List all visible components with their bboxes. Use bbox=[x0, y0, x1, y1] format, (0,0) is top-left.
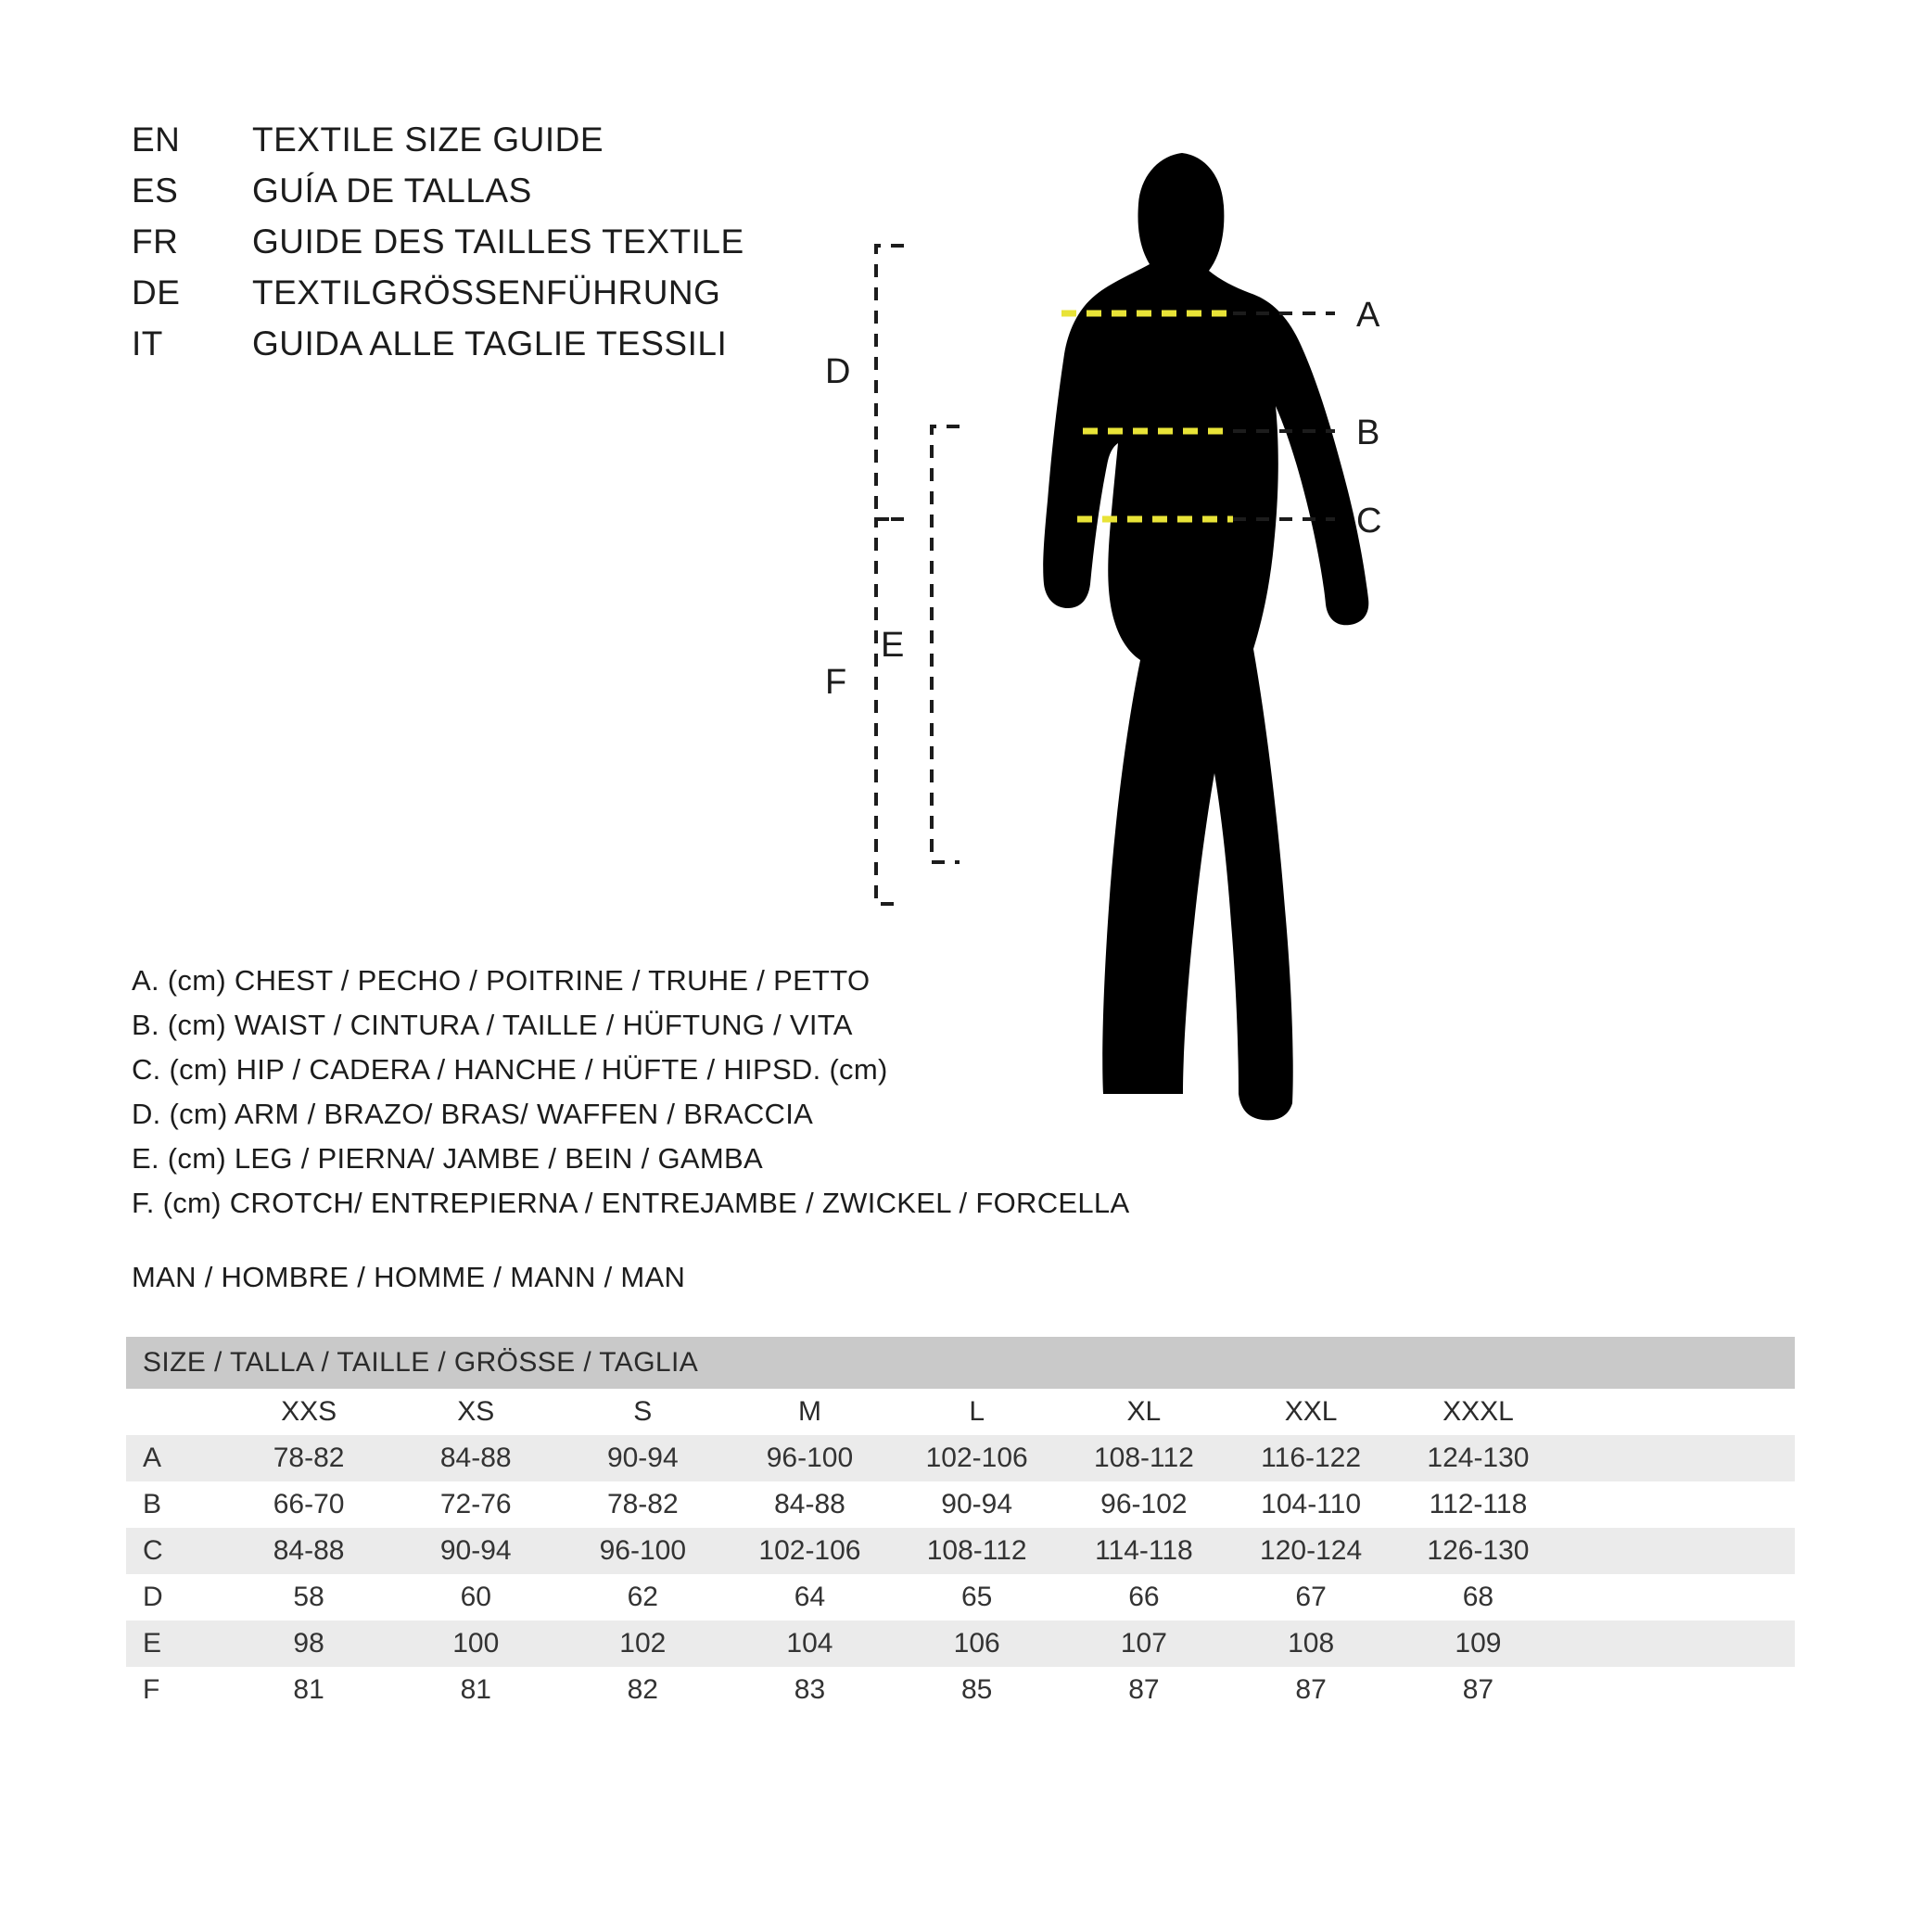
cell: 67 bbox=[1227, 1574, 1394, 1621]
row-label: C bbox=[126, 1528, 225, 1574]
cell: 98 bbox=[225, 1621, 392, 1667]
cell: 65 bbox=[894, 1574, 1061, 1621]
table-header-row bbox=[126, 1389, 1795, 1435]
cell: 116-122 bbox=[1227, 1435, 1394, 1481]
cell: 104 bbox=[726, 1621, 893, 1667]
cell: 83 bbox=[726, 1667, 893, 1713]
language-code: DE bbox=[132, 273, 181, 311]
cell: 90-94 bbox=[894, 1481, 1061, 1528]
cell: 108-112 bbox=[1061, 1435, 1227, 1481]
row-label: F bbox=[126, 1667, 225, 1713]
cell: 62 bbox=[559, 1574, 726, 1621]
marker-label-e: E bbox=[881, 626, 905, 665]
cell: 102 bbox=[559, 1621, 726, 1667]
table-row bbox=[126, 1574, 1795, 1621]
cell: 107 bbox=[1061, 1621, 1227, 1667]
marker-label-c: C bbox=[1356, 502, 1382, 540]
table-row bbox=[126, 1667, 1795, 1713]
column-header-l: L bbox=[894, 1389, 1061, 1435]
male-silhouette-icon bbox=[1043, 153, 1368, 1120]
column-header bbox=[126, 1389, 225, 1435]
marker-label-b: B bbox=[1356, 413, 1380, 452]
bracket-f bbox=[876, 519, 904, 904]
cell: 100 bbox=[392, 1621, 559, 1667]
table-title-row bbox=[126, 1337, 1795, 1389]
table-row bbox=[126, 1621, 1795, 1667]
legend-item: E. (cm) LEG / PIERNA/ JAMBE / BEIN / GAMBA bbox=[132, 1142, 763, 1175]
table-row bbox=[126, 1528, 1795, 1574]
cell: 102-106 bbox=[894, 1435, 1061, 1481]
cell: 96-100 bbox=[726, 1435, 893, 1481]
column-header-xxs: XXS bbox=[225, 1389, 392, 1435]
language-title: GUIDA ALLE TAGLIE TESSILI bbox=[252, 324, 728, 362]
cell-spacer bbox=[1562, 1574, 1795, 1621]
cell: 66 bbox=[1061, 1574, 1227, 1621]
legend-item: A. (cm) CHEST / PECHO / POITRINE / TRUHE / PETTO bbox=[132, 964, 871, 997]
row-label: B bbox=[126, 1481, 225, 1528]
cell: 106 bbox=[894, 1621, 1061, 1667]
cell: 87 bbox=[1227, 1667, 1394, 1713]
cell: 60 bbox=[392, 1574, 559, 1621]
cell: 78-82 bbox=[559, 1481, 726, 1528]
gender-label: MAN / HOMBRE / HOMME / MANN / MAN bbox=[132, 1261, 686, 1293]
cell-spacer bbox=[1562, 1435, 1795, 1481]
legend-item: D. (cm) ARM / BRAZO/ BRAS/ WAFFEN / BRACCIA bbox=[132, 1098, 814, 1130]
legend-item: B. (cm) WAIST / CINTURA / TAILLE / HÜFTUNG / VITA bbox=[132, 1009, 853, 1041]
cell: 64 bbox=[726, 1574, 893, 1621]
table-row bbox=[126, 1435, 1795, 1481]
language-row bbox=[132, 273, 744, 324]
cell: 81 bbox=[392, 1667, 559, 1713]
cell: 124-130 bbox=[1394, 1435, 1561, 1481]
bracket-e bbox=[932, 426, 960, 862]
cell: 87 bbox=[1061, 1667, 1227, 1713]
table-title: SIZE / TALLA / TAILLE / GRÖSSE / TAGLIA bbox=[126, 1337, 1795, 1389]
cell: 126-130 bbox=[1394, 1528, 1561, 1574]
language-code: ES bbox=[132, 172, 179, 210]
cell: 87 bbox=[1394, 1667, 1561, 1713]
language-row bbox=[132, 121, 744, 172]
column-header-xxl: XXL bbox=[1227, 1389, 1394, 1435]
cell: 108-112 bbox=[894, 1528, 1061, 1574]
language-row bbox=[132, 172, 744, 222]
language-row bbox=[132, 324, 744, 375]
language-title: TEXTILE SIZE GUIDE bbox=[252, 121, 604, 159]
cell: 96-102 bbox=[1061, 1481, 1227, 1528]
language-code: EN bbox=[132, 121, 181, 159]
cell: 102-106 bbox=[726, 1528, 893, 1574]
cell: 104-110 bbox=[1227, 1481, 1394, 1528]
language-title: GUIDE DES TAILLES TEXTILE bbox=[252, 222, 744, 261]
cell: 90-94 bbox=[392, 1528, 559, 1574]
language-code: IT bbox=[132, 324, 163, 362]
column-header-xxxl: XXXL bbox=[1394, 1389, 1561, 1435]
cell: 84-88 bbox=[392, 1435, 559, 1481]
column-header-xl: XL bbox=[1061, 1389, 1227, 1435]
marker-label-f: F bbox=[825, 663, 847, 702]
cell: 78-82 bbox=[225, 1435, 392, 1481]
marker-label-a: A bbox=[1356, 296, 1380, 335]
cell: 58 bbox=[225, 1574, 392, 1621]
language-row bbox=[132, 222, 744, 273]
cell: 66-70 bbox=[225, 1481, 392, 1528]
cell: 114-118 bbox=[1061, 1528, 1227, 1574]
cell: 68 bbox=[1394, 1574, 1561, 1621]
cell: 81 bbox=[225, 1667, 392, 1713]
cell: 90-94 bbox=[559, 1435, 726, 1481]
legend-item: F. (cm) CROTCH/ ENTREPIERNA / ENTREJAMBE / ZWICKEL / FORCELLA bbox=[132, 1187, 1130, 1219]
cell-spacer bbox=[1562, 1667, 1795, 1713]
legend-item: C. (cm) HIP / CADERA / HANCHE / HÜFTE / HIPSD. (cm) bbox=[132, 1053, 888, 1086]
cell: 82 bbox=[559, 1667, 726, 1713]
row-label: A bbox=[126, 1435, 225, 1481]
cell-spacer bbox=[1562, 1621, 1795, 1667]
row-label: E bbox=[126, 1621, 225, 1667]
measurement-legend bbox=[132, 964, 1129, 1231]
column-header-s: S bbox=[559, 1389, 726, 1435]
language-title-block bbox=[132, 121, 744, 375]
cell: 96-100 bbox=[559, 1528, 726, 1574]
table-row bbox=[126, 1481, 1795, 1528]
cell: 112-118 bbox=[1394, 1481, 1561, 1528]
cell-spacer bbox=[1562, 1528, 1795, 1574]
body-measurement-diagram bbox=[825, 83, 1845, 1242]
size-table bbox=[126, 1337, 1795, 1713]
column-header-spacer bbox=[1562, 1389, 1795, 1435]
cell: 84-88 bbox=[726, 1481, 893, 1528]
marker-label-d: D bbox=[825, 352, 851, 391]
language-title: GUÍA DE TALLAS bbox=[252, 172, 532, 210]
cell: 85 bbox=[894, 1667, 1061, 1713]
cell: 120-124 bbox=[1227, 1528, 1394, 1574]
cell: 72-76 bbox=[392, 1481, 559, 1528]
language-code: FR bbox=[132, 222, 179, 261]
column-header-m: M bbox=[726, 1389, 893, 1435]
row-label: D bbox=[126, 1574, 225, 1621]
bracket-d bbox=[876, 246, 904, 519]
cell: 84-88 bbox=[225, 1528, 392, 1574]
cell: 108 bbox=[1227, 1621, 1394, 1667]
cell-spacer bbox=[1562, 1481, 1795, 1528]
cell: 109 bbox=[1394, 1621, 1561, 1667]
column-header-xs: XS bbox=[392, 1389, 559, 1435]
language-title: TEXTILGRÖSSENFÜHRUNG bbox=[252, 273, 721, 311]
